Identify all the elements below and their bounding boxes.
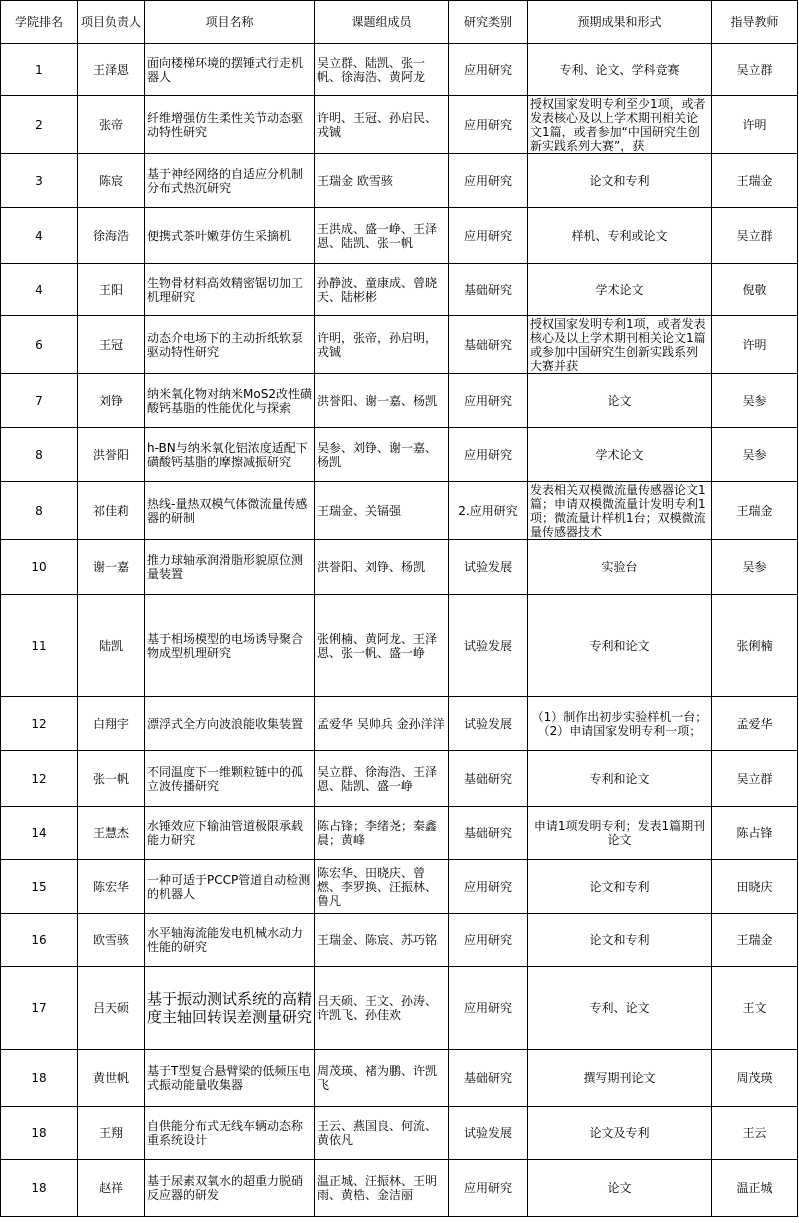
category-cell: 2.应用研究	[449, 482, 528, 540]
category-cell: 应用研究	[449, 154, 528, 208]
rank-cell: 10	[1, 540, 78, 595]
advisor-cell: 孟爱华	[712, 697, 798, 751]
project-name-cell: 面向楼梯环境的摆锤式行走机器人	[145, 44, 315, 96]
header-advisor: 指导教师	[712, 1, 798, 44]
advisor-cell: 吴立群	[712, 44, 798, 96]
rank-cell: 15	[1, 860, 78, 914]
rank-cell: 11	[1, 595, 78, 697]
leader-cell: 谢一嘉	[78, 540, 145, 595]
category-cell: 基础研究	[449, 316, 528, 374]
members-cell: 王云、燕国良、何流、黄依凡	[315, 1107, 449, 1160]
rank-cell: 16	[1, 914, 78, 967]
category-cell: 基础研究	[449, 807, 528, 860]
advisor-cell: 吴立群	[712, 208, 798, 264]
header-row	[1, 1, 798, 44]
category-cell: 基础研究	[449, 751, 528, 807]
members-cell: 陈宏华、田晓庆、曾燃、李罗换、汪振林、鲁凡	[315, 860, 449, 914]
rank-cell: 4	[1, 264, 78, 316]
leader-cell: 陆凯	[78, 595, 145, 697]
table-row	[1, 751, 798, 807]
table-row	[1, 595, 798, 697]
members-cell: 洪誉阳、刘铮、杨凯	[315, 540, 449, 595]
project-name-cell: 动态介电场下的主动折纸软泵驱动特性研究	[145, 316, 315, 374]
rank-cell: 18	[1, 1160, 78, 1217]
rank-cell: 18	[1, 1050, 78, 1107]
outcome-cell: 专利和论文	[528, 751, 712, 807]
outcome-cell: 论文	[528, 374, 712, 428]
table-row	[1, 428, 798, 482]
project-name-cell: 一种可适于PCCP管道自动检测的机器人	[145, 860, 315, 914]
header-category: 研究类别	[449, 1, 528, 44]
members-cell: 周茂瑛、褚为鹏、许凯飞	[315, 1050, 449, 1107]
advisor-cell: 陈占锋	[712, 807, 798, 860]
leader-cell: 王冠	[78, 316, 145, 374]
table-row	[1, 154, 798, 208]
project-name-cell: 基于相场模型的电场诱导聚合物成型机理研究	[145, 595, 315, 697]
outcome-cell: 样机、专利或论文	[528, 208, 712, 264]
category-cell: 应用研究	[449, 374, 528, 428]
leader-cell: 白翔宇	[78, 697, 145, 751]
leader-cell: 王慧杰	[78, 807, 145, 860]
outcome-cell: 论文和专利	[528, 914, 712, 967]
category-cell: 应用研究	[449, 1160, 528, 1217]
outcome-cell: 授权国家发明专利1项，或者发表核心及以上学术期刊相关论文1篇或参加中国研究生创新实践系列大赛并获	[528, 316, 712, 374]
leader-cell: 欧雪骇	[78, 914, 145, 967]
leader-cell: 王翔	[78, 1107, 145, 1160]
advisor-cell: 吴参	[712, 540, 798, 595]
members-cell: 吴参、刘铮、谢一嘉、杨凯	[315, 428, 449, 482]
rank-cell: 12	[1, 751, 78, 807]
project-name-cell: 不同温度下一维颗粒链中的孤立波传播研究	[145, 751, 315, 807]
outcome-cell: 撰写期刊论文	[528, 1050, 712, 1107]
rank-cell: 7	[1, 374, 78, 428]
header-outcome: 预期成果和形式	[528, 1, 712, 44]
project-name-cell: 便携式茶叶嫩芽仿生采摘机	[145, 208, 315, 264]
project-name-cell: 纳米氧化物对纳米MoS2改性磺酸钙基脂的性能优化与探索	[145, 374, 315, 428]
leader-cell: 张帝	[78, 96, 145, 154]
advisor-cell: 吴参	[712, 428, 798, 482]
rank-cell: 2	[1, 96, 78, 154]
rank-cell: 6	[1, 316, 78, 374]
members-cell: 王瑞金、关镉强	[315, 482, 449, 540]
advisor-cell: 王瑞金	[712, 154, 798, 208]
category-cell: 试验发展	[449, 595, 528, 697]
outcome-cell: 学术论文	[528, 428, 712, 482]
members-cell: 孟爱华 吴帅兵 金孙洋洋	[315, 697, 449, 751]
category-cell: 应用研究	[449, 208, 528, 264]
leader-cell: 陈宏华	[78, 860, 145, 914]
outcome-cell: 专利和论文	[528, 595, 712, 697]
table-row	[1, 208, 798, 264]
outcome-cell: 申请1项发明专利；发表1篇期刊论文	[528, 807, 712, 860]
leader-cell: 刘铮	[78, 374, 145, 428]
project-name-cell: 热线-量热双模气体微流量传感器的研制	[145, 482, 315, 540]
advisor-cell: 王文	[712, 967, 798, 1050]
project-name-cell: 基于尿素双氧水的超重力脱硝反应器的研发	[145, 1160, 315, 1217]
table-row	[1, 482, 798, 540]
project-name-cell: 水平轴海流能发电机械水动力性能的研究	[145, 914, 315, 967]
members-cell: 张俐楠、黄阿龙、王泽恩、张一帆、盛一峥	[315, 595, 449, 697]
project-name-cell: 纤维增强仿生柔性关节动态驱动特性研究	[145, 96, 315, 154]
leader-cell: 陈宸	[78, 154, 145, 208]
advisor-cell: 田晓庆	[712, 860, 798, 914]
advisor-cell: 张俐楠	[712, 595, 798, 697]
leader-cell: 徐海浩	[78, 208, 145, 264]
table-row	[1, 540, 798, 595]
outcome-cell: 论文和专利	[528, 154, 712, 208]
project-name-cell: h-BN与纳米氧化铝浓度适配下磺酸钙基脂的摩擦减振研究	[145, 428, 315, 482]
outcome-cell: 论文	[528, 1160, 712, 1217]
advisor-cell: 吴立群	[712, 751, 798, 807]
category-cell: 试验发展	[449, 697, 528, 751]
project-name-cell: 基于神经网络的自适应分机制分布式热沉研究	[145, 154, 315, 208]
project-name-cell: 基于T型复合悬臂梁的低频压电式振动能量收集器	[145, 1050, 315, 1107]
advisor-cell: 许明	[712, 96, 798, 154]
leader-cell: 祁佳莉	[78, 482, 145, 540]
rank-cell: 4	[1, 208, 78, 264]
members-cell: 吴立群、陆凯、张一帆、徐海浩、黄阿龙	[315, 44, 449, 96]
leader-cell: 赵祥	[78, 1160, 145, 1217]
leader-cell: 黄世帆	[78, 1050, 145, 1107]
advisor-cell: 王瑞金	[712, 914, 798, 967]
members-cell: 王瑞金、陈宸、苏巧铭	[315, 914, 449, 967]
outcome-cell: （1）制作出初步实验样机一台；（2）申请国家发明专利一项；	[528, 697, 712, 751]
rank-cell: 14	[1, 807, 78, 860]
header-rank: 学院排名	[1, 1, 78, 44]
advisor-cell: 王瑞金	[712, 482, 798, 540]
advisor-cell: 许明	[712, 316, 798, 374]
header-project-name: 项目名称	[145, 1, 315, 44]
leader-cell: 王阳	[78, 264, 145, 316]
advisor-cell: 倪敬	[712, 264, 798, 316]
header-leader: 项目负责人	[78, 1, 145, 44]
table-row	[1, 1050, 798, 1107]
table-row	[1, 967, 798, 1050]
rank-cell: 17	[1, 967, 78, 1050]
category-cell: 基础研究	[449, 1050, 528, 1107]
table-row	[1, 264, 798, 316]
advisor-cell: 周茂瑛	[712, 1050, 798, 1107]
members-cell: 吴立群、徐海浩、王泽恩、陆凯、盛一峥	[315, 751, 449, 807]
members-cell: 孙静波、童康成、曾晓天、陆彬彬	[315, 264, 449, 316]
table-row	[1, 697, 798, 751]
members-cell: 吕天硕、王文、孙涛、许凯飞、孙佳欢	[315, 967, 449, 1050]
leader-cell: 吕天硕	[78, 967, 145, 1050]
category-cell: 应用研究	[449, 96, 528, 154]
outcome-cell: 论文和专利	[528, 860, 712, 914]
table-row	[1, 860, 798, 914]
header-members: 课题组成员	[315, 1, 449, 44]
table-row	[1, 44, 798, 96]
project-name-cell: 推力球轴承润滑脂形貌原位测量装置	[145, 540, 315, 595]
outcome-cell: 论文及专利	[528, 1107, 712, 1160]
table-row	[1, 807, 798, 860]
table-row	[1, 96, 798, 154]
category-cell: 试验发展	[449, 540, 528, 595]
advisor-cell: 王云	[712, 1107, 798, 1160]
table-row	[1, 1160, 798, 1217]
members-cell: 温正城、汪振林、王明雨、黄梏、金洁丽	[315, 1160, 449, 1217]
project-name-cell: 自供能分布式无线车辆动态称重系统设计	[145, 1107, 315, 1160]
project-name-cell: 漂浮式全方向波浪能收集装置	[145, 697, 315, 751]
advisor-cell: 温正城	[712, 1160, 798, 1217]
leader-cell: 洪誉阳	[78, 428, 145, 482]
members-cell: 王洪成、盛一峥、王泽恩、陆凯、张一帆	[315, 208, 449, 264]
leader-cell: 王泽恩	[78, 44, 145, 96]
outcome-cell: 实验台	[528, 540, 712, 595]
project-name-cell: 基于振动测试系统的高精度主轴回转误差测量研究	[145, 967, 315, 1050]
project-name-cell: 生物骨材料高效精密锯切加工机理研究	[145, 264, 315, 316]
table-row	[1, 914, 798, 967]
table-row	[1, 1107, 798, 1160]
outcome-cell: 授权国家发明专利至少1项，或者发表核心及以上学术期刊相关论文1篇，或者参加“中国研究生创新实践系列大赛”，获	[528, 96, 712, 154]
rank-cell: 3	[1, 154, 78, 208]
project-name-cell: 水锤效应下输油管道极限承载能力研究	[145, 807, 315, 860]
advisor-cell: 吴参	[712, 374, 798, 428]
members-cell: 陈占锋；李绪尧；秦鑫晨；黄峰	[315, 807, 449, 860]
rank-cell: 8	[1, 428, 78, 482]
members-cell: 王瑞金 欧雪骇	[315, 154, 449, 208]
outcome-cell: 学术论文	[528, 264, 712, 316]
table-row	[1, 374, 798, 428]
members-cell: 许明、王冠、孙启民、戎铖	[315, 96, 449, 154]
category-cell: 应用研究	[449, 428, 528, 482]
table-row	[1, 316, 798, 374]
rank-cell: 18	[1, 1107, 78, 1160]
members-cell: 洪誉阳、谢一嘉、杨凯	[315, 374, 449, 428]
category-cell: 应用研究	[449, 914, 528, 967]
members-cell: 许明，张帝，孙启明，戎铖	[315, 316, 449, 374]
category-cell: 应用研究	[449, 860, 528, 914]
rank-cell: 12	[1, 697, 78, 751]
leader-cell: 张一帆	[78, 751, 145, 807]
category-cell: 试验发展	[449, 1107, 528, 1160]
category-cell: 应用研究	[449, 44, 528, 96]
outcome-cell: 专利、论文、学科竞赛	[528, 44, 712, 96]
category-cell: 应用研究	[449, 967, 528, 1050]
category-cell: 基础研究	[449, 264, 528, 316]
outcome-cell: 发表相关双模微流量传感器论文1篇；申请双模微流量计发明专利1项；微流量计样机1台；双模微流量传感器技术	[528, 482, 712, 540]
rank-cell: 1	[1, 44, 78, 96]
rank-cell: 8	[1, 482, 78, 540]
outcome-cell: 专利、论文	[528, 967, 712, 1050]
